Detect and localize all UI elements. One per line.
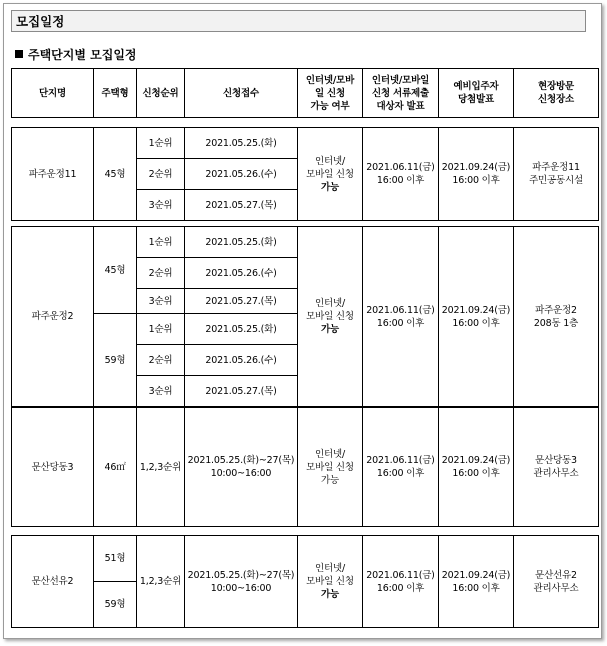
rank-cell: 1순위 <box>137 314 185 345</box>
date-cell: 2021.05.27.(목) <box>185 289 298 314</box>
period-line1: 2021.05.25.(화)~27(목) <box>187 569 295 581</box>
online-possible: 가능 <box>321 589 339 600</box>
visit-line1: 문산선유2 <box>535 569 577 581</box>
date-cell: 2021.05.27.(목) <box>185 376 298 407</box>
date-cell: 2021.05.26.(수) <box>185 345 298 376</box>
online-line1: 인터넷/ <box>315 298 345 309</box>
online-status <box>298 227 363 407</box>
header-visit-line1: 현장방문 <box>538 81 574 92</box>
pre-date: 2021.09.24(금) <box>441 304 511 316</box>
online-line1: 인터넷/ <box>315 563 345 574</box>
visit-line1: 파주운정2 <box>535 304 577 316</box>
pre-date: 2021.09.24(금) <box>441 162 511 173</box>
date-cell: 2021.05.25.(화) <box>185 128 298 159</box>
pre-announcement <box>439 536 514 628</box>
visit-line2: 208동 1층 <box>533 317 579 329</box>
rank-cell: 3순위 <box>137 190 185 221</box>
docs-date: 2021.06.11(금) <box>366 455 435 466</box>
online-line2: 모바일 신청 <box>306 576 354 587</box>
rank-cell: 1,2,3순위 <box>137 536 185 628</box>
visit-location <box>514 536 599 628</box>
online-possible: 가능 <box>321 181 339 193</box>
header-visit-line2: 신청장소 <box>538 94 574 105</box>
visit-location <box>514 128 599 221</box>
period-line2: 10:00~16:00 <box>210 582 272 594</box>
online-possible: 가능 <box>321 324 339 335</box>
schedule-header-table <box>11 68 599 118</box>
header-pre-line1: 예비입주자 <box>453 81 499 92</box>
docs-announcement <box>363 536 439 628</box>
application-period <box>185 408 298 527</box>
header-online-line2: 일 신청 <box>314 87 346 99</box>
online-line2: 모바일 신청 <box>306 461 354 473</box>
online-line2: 모바일 신청 <box>306 168 354 180</box>
pre-date: 2021.09.24(금) <box>441 569 511 581</box>
pre-announcement <box>439 128 514 221</box>
page-title <box>11 10 586 32</box>
docs-announcement <box>363 128 439 221</box>
header-pre <box>439 69 514 118</box>
visit-location <box>514 227 599 407</box>
visit-line2: 주민공동시설 <box>529 175 583 186</box>
rank-cell: 2순위 <box>137 159 185 190</box>
unit-type: 45형 <box>94 227 137 314</box>
complex-name: 문산당동3 <box>12 408 94 527</box>
header-complex: 단지명 <box>12 69 94 118</box>
complex-block-munsan-seonyu-2 <box>11 535 599 628</box>
bullet-square-icon <box>15 50 23 58</box>
online-status <box>298 408 363 527</box>
rank-cell: 2순위 <box>137 258 185 289</box>
pre-time: 16:00 이후 <box>452 317 500 329</box>
docs-date: 2021.06.11(금) <box>366 569 435 581</box>
rank-cell: 1순위 <box>137 227 185 258</box>
rank-cell: 3순위 <box>137 376 185 407</box>
online-possible: 가능 <box>321 474 339 486</box>
unit-type: 45형 <box>94 128 137 221</box>
docs-announcement <box>363 227 439 407</box>
complex-block-munsan-dangdong-3 <box>11 407 599 527</box>
header-docs-line1: 인터넷/모바일 <box>371 74 430 86</box>
visit-line2: 관리사무소 <box>533 468 579 479</box>
date-cell: 2021.05.26.(수) <box>185 258 298 289</box>
header-online-line3: 가능 여부 <box>310 100 350 112</box>
page-title-text: 모집일정 <box>16 14 65 29</box>
pre-date: 2021.09.24(금) <box>441 455 511 466</box>
docs-date: 2021.06.11(금) <box>366 304 435 316</box>
online-status <box>298 128 363 221</box>
docs-time: 16:00 이후 <box>376 317 425 329</box>
application-period <box>185 536 298 628</box>
header-unit-type: 주택형 <box>94 69 137 118</box>
rank-cell: 2순위 <box>137 345 185 376</box>
unit-type: 59형 <box>94 582 137 628</box>
visit-line1: 파주운정11 <box>532 162 580 173</box>
complex-name: 문산선유2 <box>12 536 94 628</box>
docs-date: 2021.06.11(금) <box>366 162 435 173</box>
header-application: 신청접수 <box>185 69 298 118</box>
header-visit <box>514 69 599 118</box>
online-line2: 모바일 신청 <box>306 311 354 322</box>
header-rank: 신청순위 <box>137 69 185 118</box>
visit-line1: 문산당동3 <box>535 455 577 466</box>
date-cell: 2021.05.25.(화) <box>185 227 298 258</box>
visit-location <box>514 408 599 527</box>
pre-time: 16:00 이후 <box>452 468 500 479</box>
pre-time: 16:00 이후 <box>452 175 500 186</box>
complex-name: 파주운정11 <box>12 128 94 221</box>
unit-type: 59형 <box>94 314 137 407</box>
rank-cell: 3순위 <box>137 289 185 314</box>
section-title-text: 주택단지별 모집일정 <box>28 48 137 62</box>
date-cell: 2021.05.27.(목) <box>185 190 298 221</box>
date-cell: 2021.05.25.(화) <box>185 314 298 345</box>
complex-name: 파주운정2 <box>12 227 94 407</box>
docs-announcement <box>363 408 439 527</box>
online-line1: 인터넷/ <box>315 155 345 167</box>
online-status <box>298 536 363 628</box>
header-docs-line3: 대상자 발표 <box>376 100 425 112</box>
rank-cell: 1순위 <box>137 128 185 159</box>
period-line1: 2021.05.25.(화)~27(목) <box>187 455 295 466</box>
unit-type: 51형 <box>94 536 137 582</box>
online-line1: 인터넷/ <box>315 448 345 460</box>
docs-time: 16:00 이후 <box>376 582 425 594</box>
header-docs-line2: 신청 서류제출 <box>372 87 429 99</box>
pre-time: 16:00 이후 <box>452 582 500 594</box>
header-online-line1: 인터넷/모바 <box>305 74 355 86</box>
visit-line2: 관리사무소 <box>533 582 579 594</box>
header-docs <box>363 69 439 118</box>
pre-announcement <box>439 408 514 527</box>
date-cell: 2021.05.26.(수) <box>185 159 298 190</box>
pre-announcement <box>439 227 514 407</box>
docs-time: 16:00 이후 <box>376 175 425 186</box>
rank-cell: 1,2,3순위 <box>137 408 185 527</box>
section-title <box>15 47 137 63</box>
docs-time: 16:00 이후 <box>376 468 425 479</box>
header-online <box>298 69 363 118</box>
complex-block-paju-unjeong-11 <box>11 127 599 221</box>
complex-block-paju-unjeong-2 <box>11 226 599 407</box>
header-pre-line2: 당첨발표 <box>458 94 494 105</box>
period-line2: 10:00~16:00 <box>210 468 272 479</box>
unit-type: 46㎡ <box>94 408 137 527</box>
